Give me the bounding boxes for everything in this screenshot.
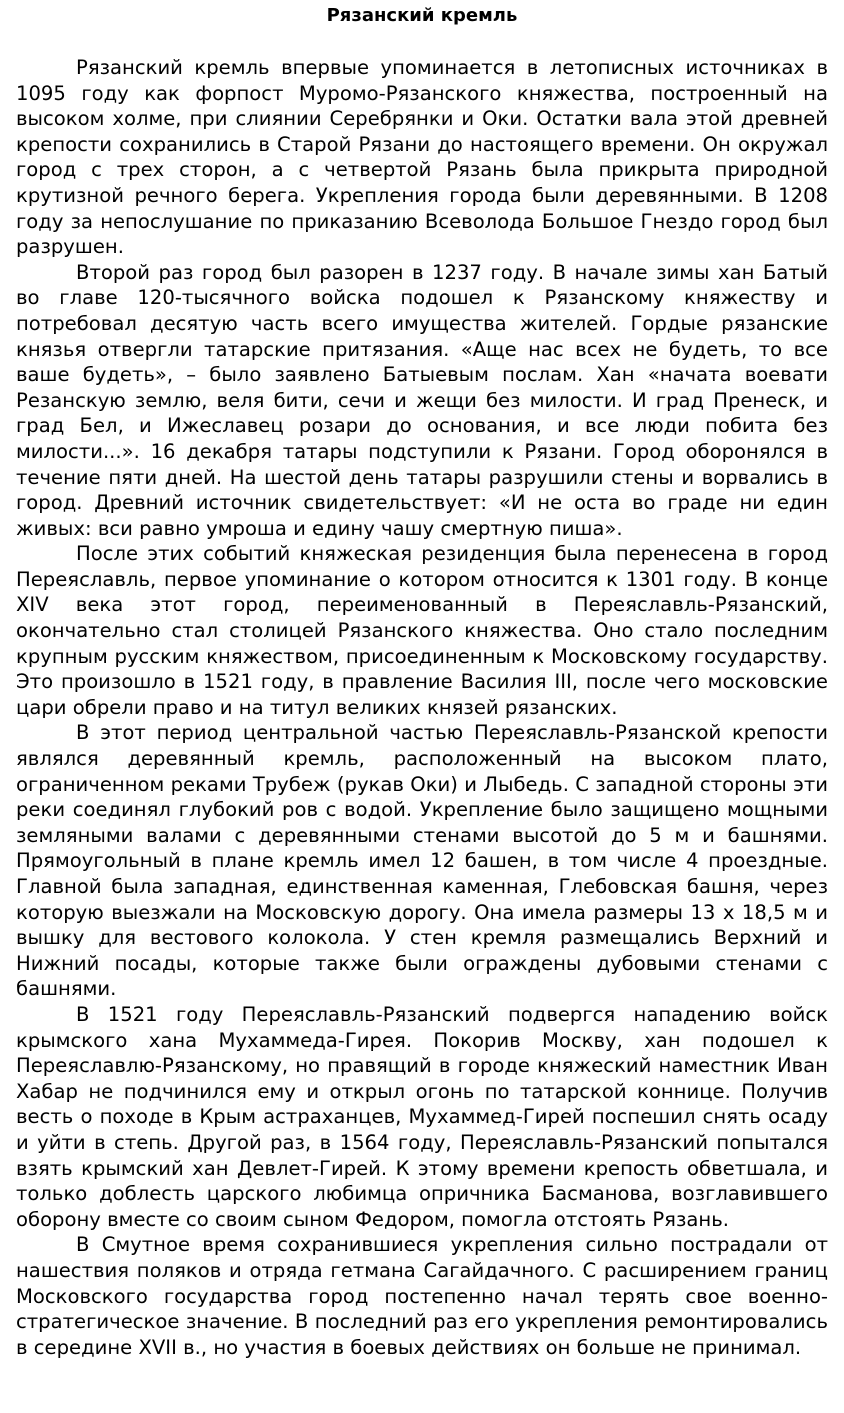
paragraph-time-of-troubles: В Смутное время сохранившиеся укрепления сильно пострадали от нашествия поляков и отряда гетмана Сагайдачного. С расширением границ Московского государства город постепенно начал терять свое военно-стратегическое значение. В последний раз его укрепления ремонтировались в середине XVII в., но участия в боевых действиях он больше не принимал.: [16, 1233, 828, 1359]
paragraph-wooden-kremlin: В этот период центральной частью Переяславль-Рязанской крепости являлся деревянный кремль, расположенный на высоком плато, ограниченном реками Трубеж (рукав Оки) и Лыбедь. С западной стороны эти реки соединял глубокий ров с водой. Укрепление было защищено мощными земляными валами с деревянными стенами высотой до 5 м и башнями. Прямоугольный в плане кремль имел 12 башен, в том числе 4 проездные. Главной была западная, единственная каменная, Глебовская башня, через которую выезжали на Московскую дорогу. Она имела размеры 13 х 18,5 м и вышку для вестового колокола. У стен кремля размещались Верхний и Нижний посады, которые также были ограждены дубовыми стенами с башнями.: [16, 721, 828, 1001]
paragraph-batu-invasion: Второй раз город был разорен в 1237 году. В начале зимы хан Батый во главе 120-тысячного войска подошел к Рязанскому княжеству и потребовал десятую часть всего имущества жителей. Гордые рязанские князья отвергли татарские притязания. «Аще нас всех не будеть, то все ваше будеть», – было заявлено Батыевым послам. Хан «начата воевати Резанскую землю, веля бити, сечи и жещи без милости. И град Пренеск, и град Бел, и Ижеславец розари до основания, и все люди побита без милости...». 16 декабря татары подступили к Рязани. Город оборонялся в течение пяти дней. На шестой день татары разрушили стены и ворвались в город. Древний источник свидетельствует: «И не оста во граде ни един живых: вси равно умроша и едину чашу смертную пиша».: [16, 260, 828, 540]
paragraph-pereyaslavl: После этих событий княжеская резиденция была перенесена в город Переяславль, первое упоминание о котором относится к 1301 году. В конце XIV века этот город, переименованный в Переяславль-Рязанский, окончательно стал столицей Рязанского княжества. Оно стало последним крупным русским княжеством, присоединенным к Московскому государству. Это произошло в 1521 году, в правление Василия III, после чего московские цари обрели право и на титул великих князей рязанских.: [16, 542, 828, 719]
document-title: Рязанский кремль: [326, 5, 518, 26]
paragraph-first-mention: Рязанский кремль впервые упоминается в летописных источниках в 1095 году как форпост Муромо-Рязанского княжества, построенный на высоком холме, при слиянии Серебрянки и Оки. Остатки вала этой древней крепости сохранились в Старой Рязани до настоящего времени. Он окружал город с трех сторон, а с четвертой Рязань была прикрыта природной крутизной речного берега. Укрепления города были деревянными. В 1208 году за непослушание по приказанию Всеволода Большое Гнездо город был разрушен.: [16, 56, 828, 259]
paragraph-crimean-raids: В 1521 году Переяславль-Рязанский подвергся нападению войск крымского хана Мухаммеда-Гирея. Покорив Москву, хан подошел к Переяславлю-Рязанскому, но правящий в городе княжеский наместник Иван Хабар не подчинился ему и открыл огонь по татарской коннице. Получив весть о походе в Крым астраханцев, Мухаммед-Гирей поспешил снять осаду и уйти в степь. Другой раз, в 1564 году, Переяславль-Рязанский попытался взять крымский хан Девлет-Гирей. К этому времени крепость обветшала, и только доблесть царского любимца опричника Басманова, возглавившего оборону вместе со своим сыном Федором, помогла отстоять Рязань.: [16, 1002, 828, 1231]
